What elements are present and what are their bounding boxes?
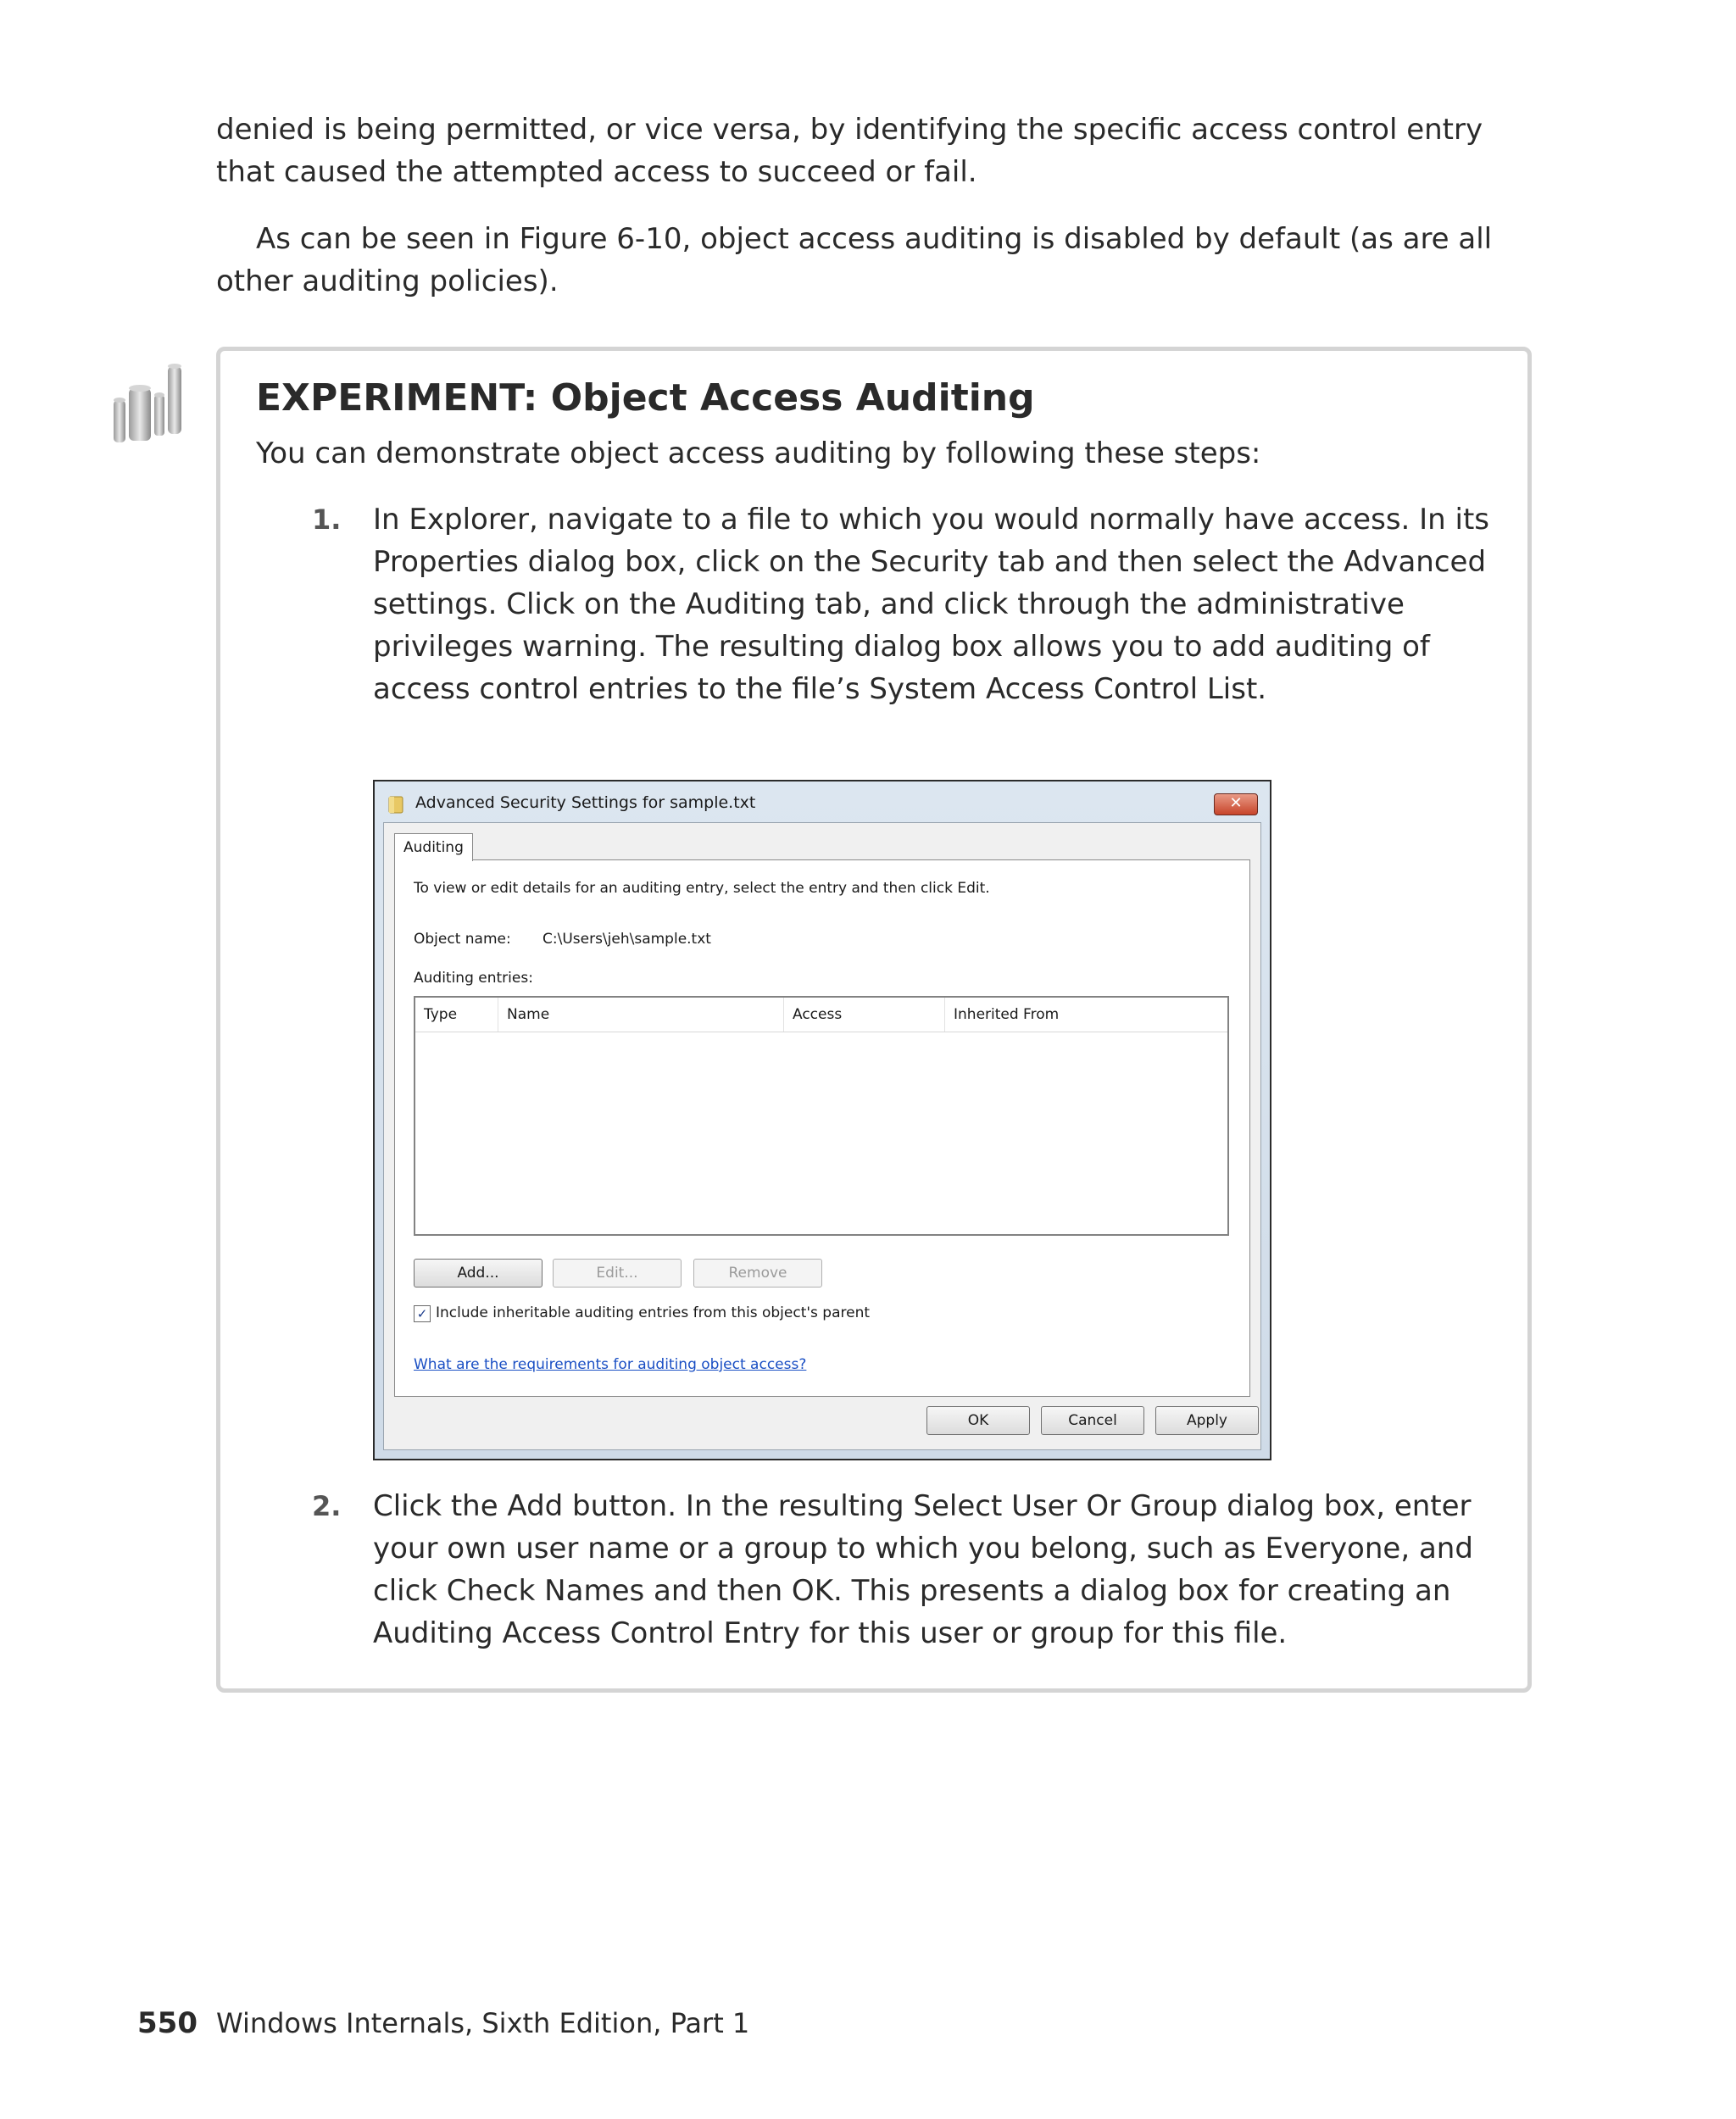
auditing-tab-panel bbox=[394, 859, 1250, 1397]
tab-auditing[interactable]: Auditing bbox=[394, 833, 473, 861]
apply-button[interactable]: Apply bbox=[1155, 1406, 1259, 1435]
requirements-help-link[interactable]: What are the requirements for auditing object access? bbox=[414, 1356, 807, 1373]
folder-icon bbox=[388, 795, 403, 814]
column-header-inherited-from[interactable]: Inherited From bbox=[954, 1006, 1060, 1023]
dialog-client-area bbox=[383, 822, 1261, 1450]
close-button[interactable]: ✕ bbox=[1214, 793, 1258, 815]
ok-button[interactable]: OK bbox=[926, 1406, 1030, 1435]
object-name-value: C:\Users\jeh\sample.txt bbox=[542, 931, 711, 948]
remove-button[interactable]: Remove bbox=[693, 1259, 822, 1288]
beaker-icon bbox=[108, 359, 190, 453]
auditing-entries-label: Auditing entries: bbox=[414, 970, 533, 987]
add-button[interactable]: Add... bbox=[414, 1259, 542, 1288]
experiment-intro: You can demonstrate object access auditing by following these steps: bbox=[256, 437, 1261, 470]
dialog-instructions: To view or edit details for an auditing entry, select the entry and then click Edit. bbox=[414, 880, 990, 897]
column-header-access[interactable]: Access bbox=[784, 998, 945, 1032]
running-footer-title: Windows Internals, Sixth Edition, Part 1 bbox=[216, 2007, 750, 2039]
step-number: 1. bbox=[312, 503, 342, 536]
dialog-title-bar bbox=[375, 781, 1270, 822]
paragraph-continued: denied is being permitted, or vice versa, by identifying the specific access control entry that caused the attempted access to succeed or fail. bbox=[216, 113, 1483, 189]
list-header bbox=[415, 998, 1227, 1032]
object-name-label: Object name: bbox=[414, 931, 511, 948]
include-inheritable-label[interactable]: Include inheritable auditing entries from this object's parent bbox=[436, 1304, 871, 1321]
auditing-entries-list[interactable] bbox=[414, 996, 1229, 1236]
dialog-title: Advanced Security Settings for sample.txt bbox=[415, 793, 756, 812]
cancel-button[interactable]: Cancel bbox=[1041, 1406, 1144, 1435]
experiment-title: EXPERIMENT: Object Access Auditing bbox=[256, 376, 1035, 420]
step-number: 2. bbox=[312, 1490, 342, 1522]
advanced-security-settings-dialog bbox=[373, 780, 1271, 1460]
column-header-name[interactable]: Name bbox=[498, 998, 784, 1032]
step-text: In Explorer, navigate to a file to which you would normally have access. In its Properties dialog box, click on the Security tab and then select the Advanced settings. Click on the Auditing tab, and click through the administrative privileges warning. The resulting dialog box allows you to add auditing of access control entries to the file’s System Access Control List. bbox=[373, 503, 1490, 706]
edit-button[interactable]: Edit... bbox=[553, 1259, 682, 1288]
step-text: Click the Add button. In the resulting Select User Or Group dialog box, enter your own user name or a group to which you belong, such as Everyone, and click Check Names and then OK. This presents a dialog box for creating an Auditing Access Control Entry for this user or group for this file. bbox=[373, 1489, 1473, 1650]
column-header-type[interactable]: Type bbox=[415, 998, 498, 1032]
paragraph-figure-reference: As can be seen in Figure 6-10, object access auditing is disabled by default (as are all other auditing policies). bbox=[216, 222, 1493, 298]
page-number: 550 bbox=[137, 2006, 198, 2040]
include-inheritable-checkbox[interactable]: ✓ bbox=[414, 1305, 431, 1322]
